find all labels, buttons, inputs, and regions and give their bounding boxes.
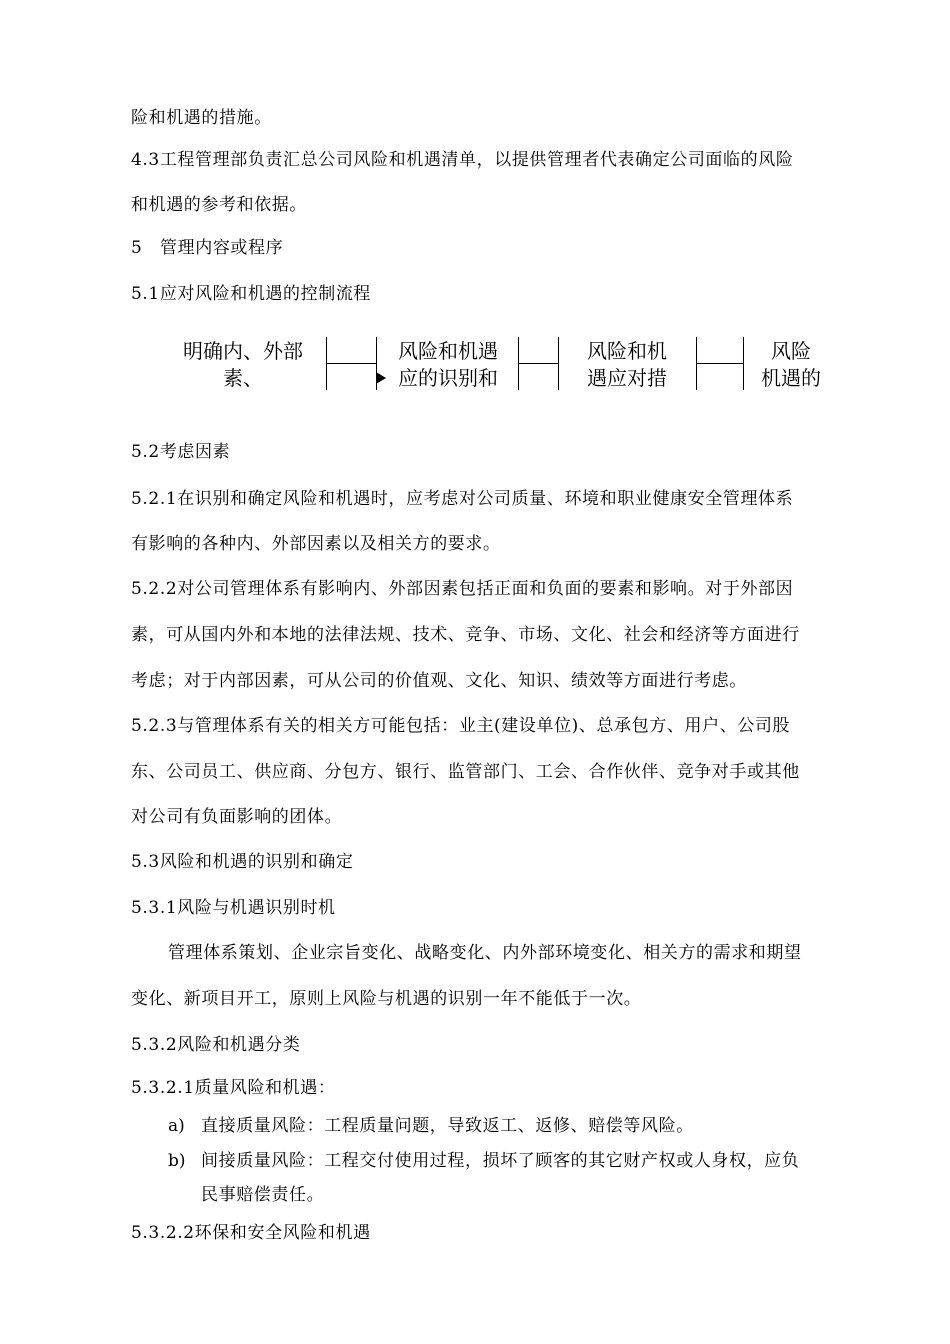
flow-step-text: 遇应对措 bbox=[587, 366, 667, 390]
paragraph-line: 和机遇的参考和依据。 bbox=[131, 195, 307, 215]
paragraph-line: 5.2.2对公司管理体系有影响内、外部因素包括正面和负面的要素和影响。对于外部因 bbox=[131, 579, 794, 599]
section-heading: 5.3.2风险和机遇分类 bbox=[131, 1035, 301, 1055]
list-item: 间接质量风险：工程交付使用过程，损坏了顾客的其它财产权或人身权，应负 bbox=[201, 1151, 800, 1171]
flow-step-text: 风险和机 bbox=[587, 339, 667, 363]
flow-step-response-measures bbox=[570, 338, 684, 392]
paragraph-line: 素，可从国内外和本地的法律法规、技术、竞争、市场、文化、社会和经济等方面进行 bbox=[131, 625, 800, 645]
paragraph-line: 考虑；对于内部因素，可从公司的价值观、文化、知识、绩效等方面进行考虑。 bbox=[131, 671, 747, 691]
list-item: 直接质量风险：工程质量问题，导致返工、返修、赔偿等风险。 bbox=[201, 1116, 694, 1136]
flow-step-text: 素、 bbox=[223, 366, 263, 390]
flow-connector bbox=[696, 363, 743, 364]
flow-step-text: 机遇的 bbox=[761, 366, 821, 390]
paragraph-line: 险和机遇的措施。 bbox=[131, 108, 272, 128]
paragraph-line: 有影响的各种内、外部因素以及相关方的要求。 bbox=[131, 534, 501, 554]
list-marker: b) bbox=[168, 1151, 186, 1171]
section-heading: 5.3.2.1质量风险和机遇： bbox=[131, 1078, 336, 1098]
section-heading: 5.1应对风险和机遇的控制流程 bbox=[131, 284, 372, 304]
paragraph-line: 5.2.1在识别和确定风险和机遇时，应考虑对公司质量、环境和职业健康安全管理体系 bbox=[131, 489, 794, 509]
flow-connector bbox=[326, 363, 376, 364]
flow-connector bbox=[743, 337, 744, 390]
flow-step-text: 明确内、外部 bbox=[183, 339, 303, 363]
flow-connector bbox=[558, 337, 559, 390]
paragraph-line: 对公司有负面影响的团体。 bbox=[131, 807, 343, 827]
flow-step-identify-factors bbox=[174, 338, 312, 392]
paragraph-line: 变化、新项目开工，原则上风险与机遇的识别一年不能低于一次。 bbox=[131, 989, 642, 1009]
list-marker: a) bbox=[168, 1116, 185, 1136]
paragraph-line: 5.2.3与管理体系有关的相关方可能包括：业主(建设单位)、总承包方、用户、公司股 bbox=[131, 716, 791, 736]
flow-step-text: 风险 bbox=[771, 339, 811, 363]
paragraph-line: 管理体系策划、企业宗旨变化、战略变化、内外部环境变化、相关方的需求和期望 bbox=[168, 943, 802, 963]
section-heading: 5 管理内容或程序 bbox=[131, 238, 284, 258]
flow-step-text: 风险和机遇 bbox=[398, 339, 498, 363]
flow-step-risk-opportunity bbox=[752, 338, 830, 392]
arrow-right-icon bbox=[376, 372, 386, 384]
list-item-continuation: 民事赔偿责任。 bbox=[201, 1185, 325, 1205]
flow-step-text: 应的识别和 bbox=[398, 366, 498, 390]
flow-connector bbox=[518, 363, 558, 364]
section-heading: 5.3风险和机遇的识别和确定 bbox=[131, 852, 354, 872]
section-heading: 5.2考虑因素 bbox=[131, 442, 231, 462]
paragraph-line: 东、公司员工、供应商、分包方、银行、监管部门、工会、合作伙伴、竞争对手或其他 bbox=[131, 762, 800, 782]
section-heading: 5.3.2.2环保和安全风险和机遇 bbox=[131, 1223, 371, 1243]
paragraph-line: 4.3工程管理部负责汇总公司风险和机遇清单，以提供管理者代表确定公司面临的风险 bbox=[131, 150, 794, 170]
flow-step-risk-identification bbox=[388, 338, 508, 392]
section-heading: 5.3.1风险与机遇识别时机 bbox=[131, 898, 336, 918]
